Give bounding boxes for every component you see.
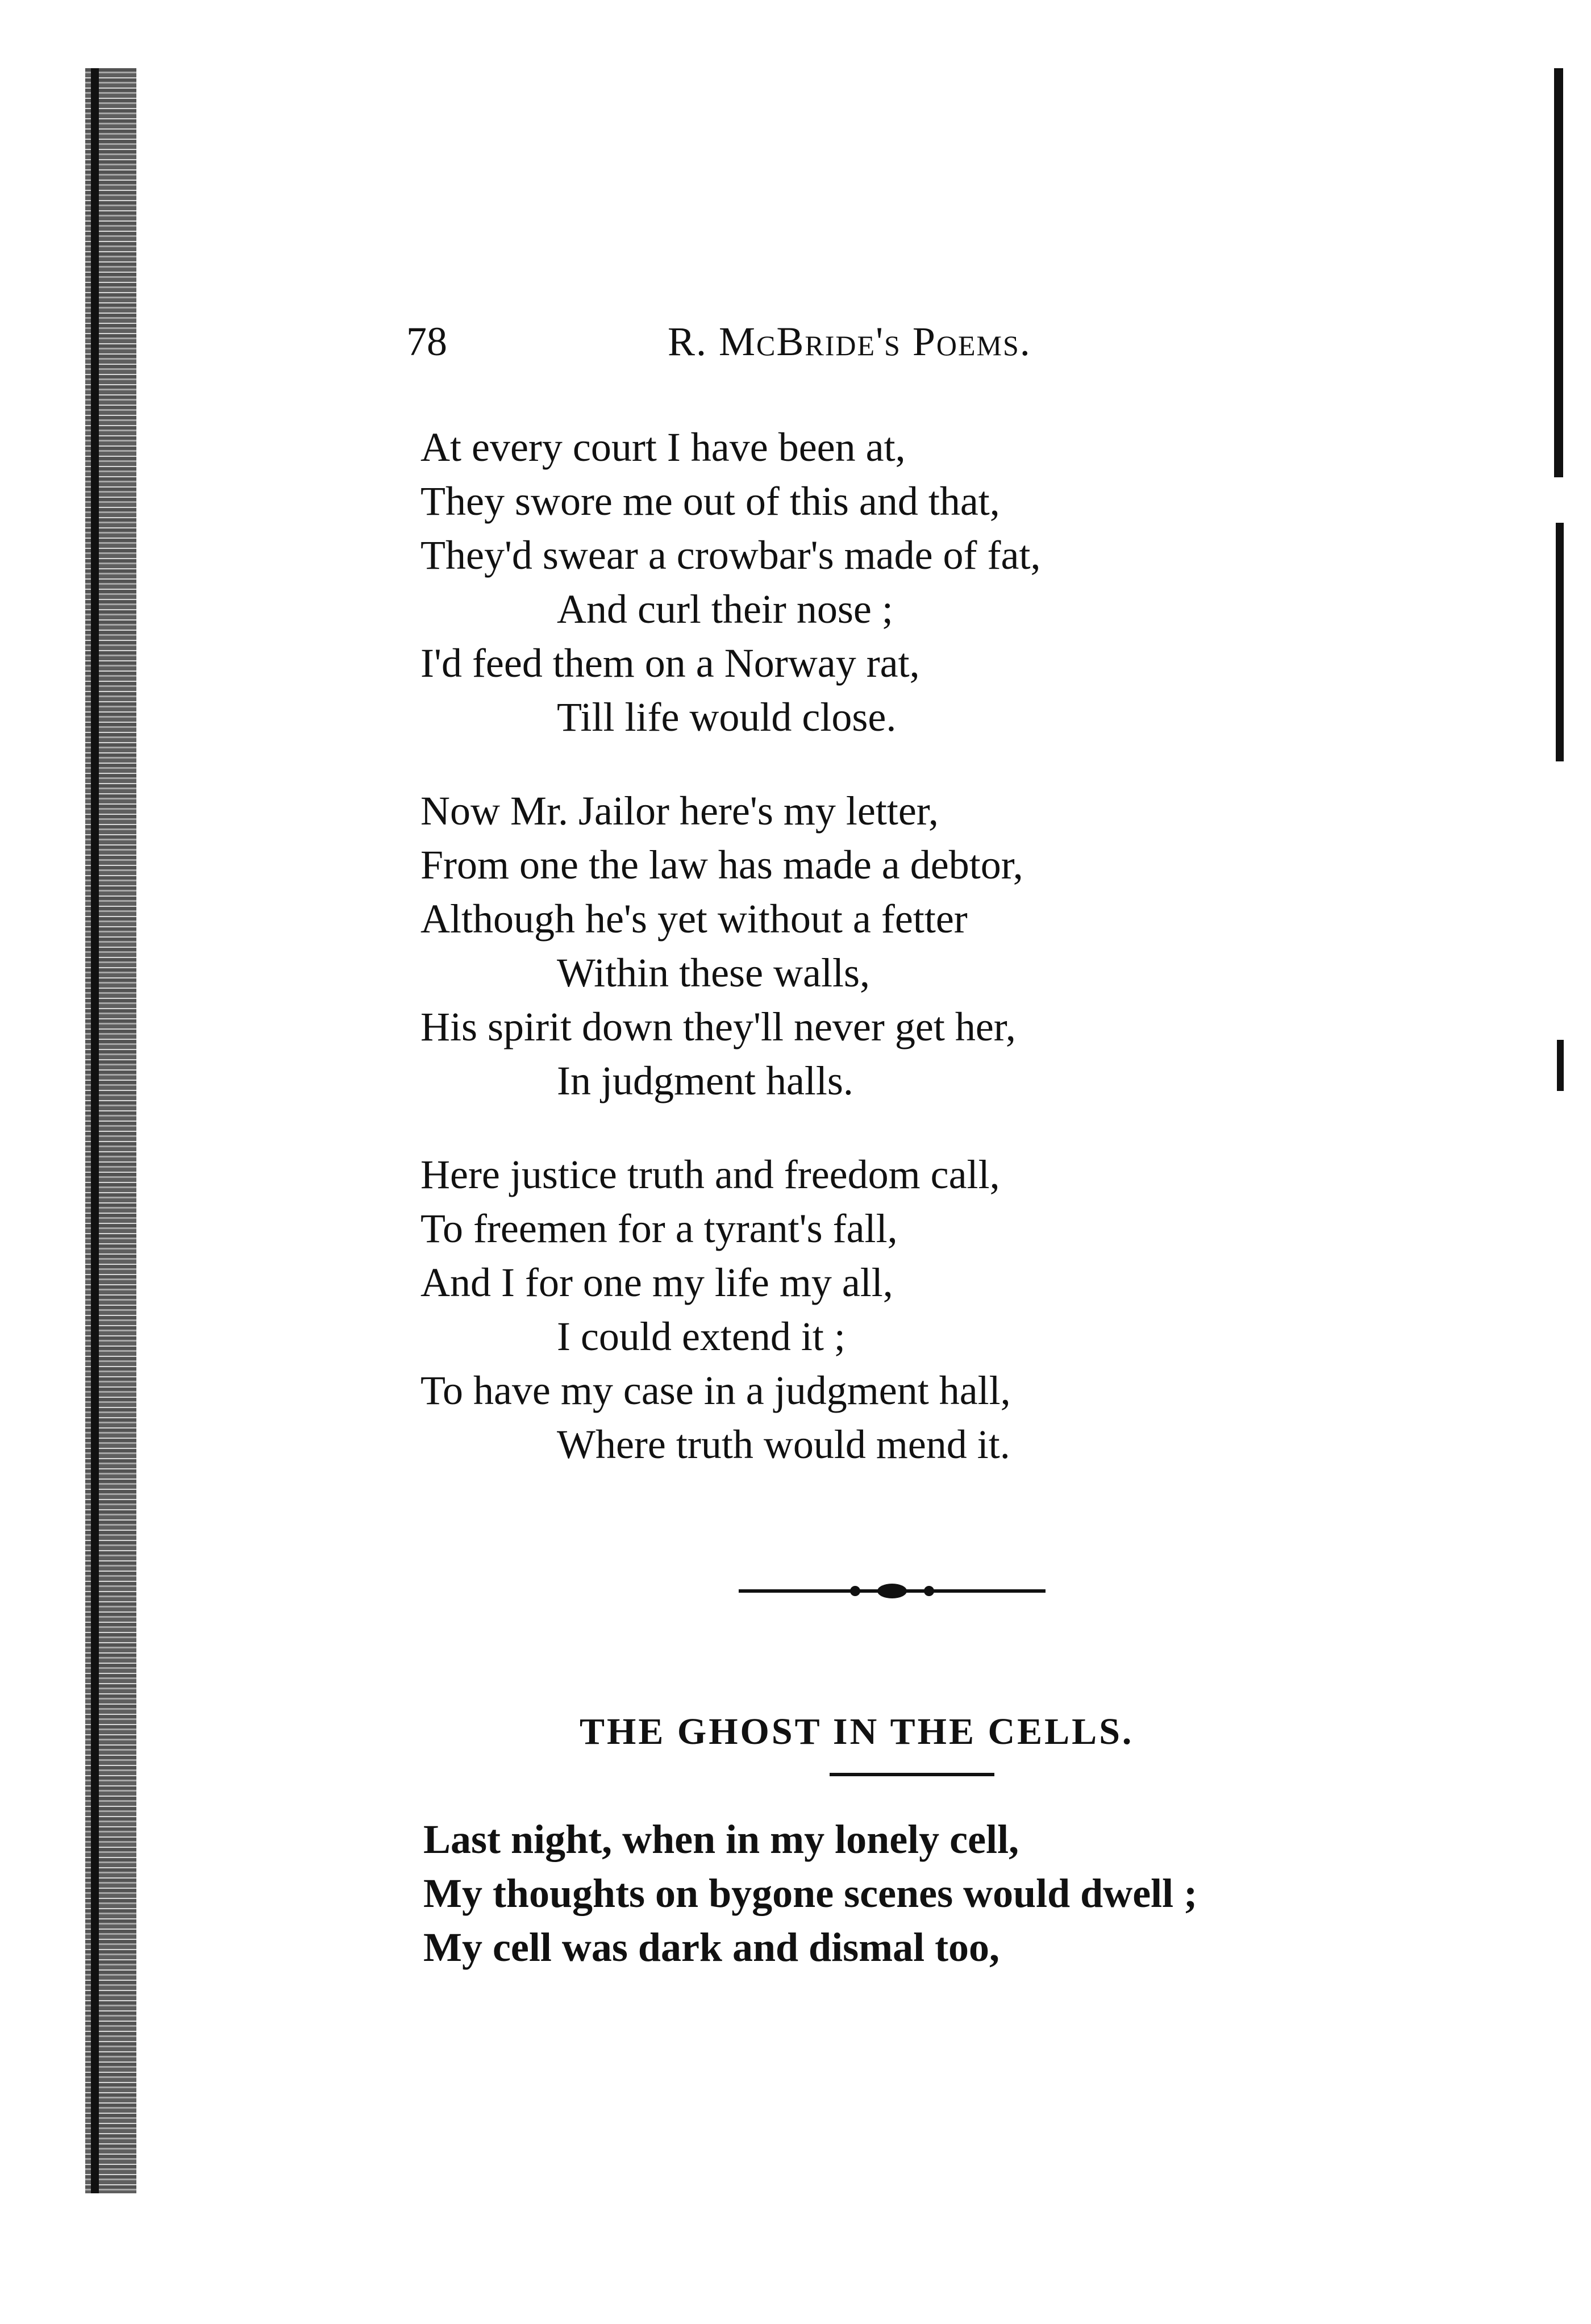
divider-center-diamond [877, 1584, 907, 1598]
poem-line: I could extend it ; [557, 1314, 846, 1359]
running-title [668, 318, 1031, 365]
running-title-text: R. McBride's Poems. [668, 319, 1031, 364]
page-number: 78 [406, 319, 447, 364]
poem-line: And curl their nose ; [557, 586, 893, 632]
poem-line: Where truth would mend it. [557, 1422, 1010, 1467]
page-header [406, 318, 1111, 369]
poem-line: My thoughts on bygone scenes would dwell ; [423, 1871, 1198, 1916]
poem-line: In judgment halls. [557, 1058, 853, 1103]
poem-line: I'd feed them on a Norway rat, [420, 640, 920, 686]
poem-line: Within these walls, [557, 950, 871, 996]
title-underline-rule [830, 1773, 994, 1776]
right-edge-mark [1554, 68, 1563, 477]
right-edge-mark [1557, 1040, 1564, 1091]
poem-line: Till life would close. [557, 694, 897, 740]
stanza [420, 1148, 1330, 1472]
divider-dot-right [924, 1586, 934, 1596]
binding-edge-line [91, 68, 99, 2193]
poem-line: Here justice truth and freedom call, [420, 1152, 1000, 1197]
stanza [423, 1813, 1332, 1975]
poem-line: His spirit down they'll never get her, [420, 1004, 1016, 1049]
poem-line: My cell was dark and dismal too, [423, 1925, 1000, 1970]
divider-dot-left [850, 1586, 860, 1596]
stanza [420, 420, 1330, 744]
poem-title: THE GHOST IN THE CELLS. [580, 1711, 1134, 1752]
poem-line: Last night, when in my lonely cell, [423, 1817, 1019, 1862]
stanza [420, 784, 1330, 1108]
poem-line: Although he's yet without a fetter [420, 896, 968, 942]
poem-line: From one the law has made a debtor, [420, 842, 1023, 888]
poem-line: And I for one my life my all, [420, 1260, 893, 1305]
poem-line: At every court I have been at, [420, 424, 906, 470]
poem-line: They'd swear a crowbar's made of fat, [420, 532, 1041, 578]
poem-line: To freemen for a tyrant's fall, [420, 1206, 898, 1251]
section-divider-ornament [739, 1580, 1046, 1602]
poem-line: To have my case in a judgment hall, [420, 1368, 1011, 1413]
right-edge-mark [1556, 523, 1564, 761]
poem-line: They swore me out of this and that, [420, 478, 1000, 524]
poem-line: Now Mr. Jailor here's my letter, [420, 788, 939, 834]
